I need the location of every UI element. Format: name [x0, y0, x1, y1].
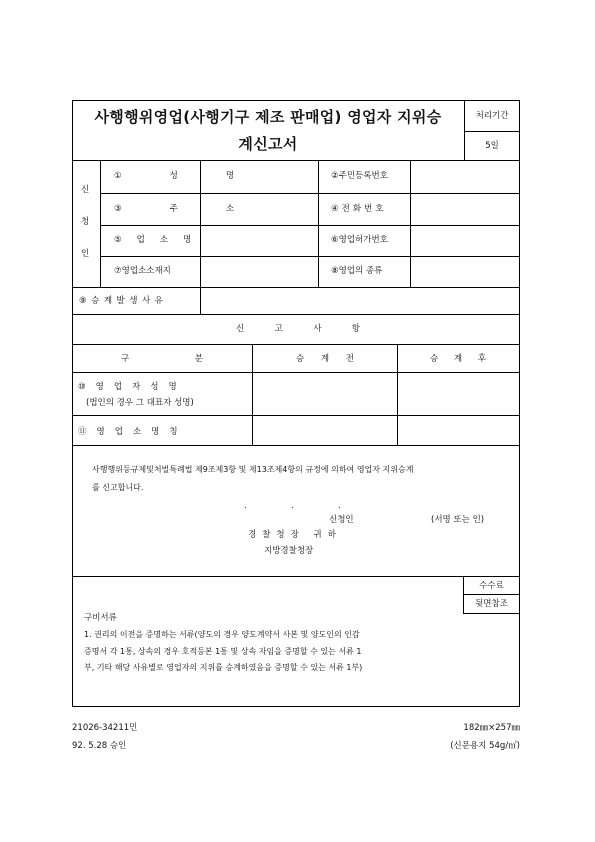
label-operator-name: ⑩영업자성명	[78, 382, 187, 392]
operator-before-field[interactable]	[253, 373, 396, 414]
signature-field[interactable]	[362, 512, 428, 528]
date-separator: .	[338, 501, 341, 511]
business-before-field[interactable]	[253, 416, 396, 444]
divider	[463, 594, 520, 595]
divider	[100, 160, 101, 287]
addressee-regional: 지방경찰청장	[264, 546, 314, 556]
documents-line2: 증명서 각 1통, 상속의 경우 호적등본 1통 및 상속 자임을 증명할 수 있는 서류 1	[84, 647, 362, 656]
documents-line3: 부, 기타 해당 사유별로 영업자의 지위를 승계하였음을 증명할 수 있는 서류 1부)	[84, 663, 363, 672]
label-succession-reason: ⑨승계발생사유	[79, 296, 168, 306]
operator-after-field[interactable]	[398, 373, 519, 414]
business-location-field[interactable]	[201, 257, 317, 286]
processing-period-label: 처리기간	[475, 111, 509, 121]
report-items-header: 신 고 사 항	[236, 324, 360, 334]
divider	[72, 445, 520, 446]
divider	[72, 314, 520, 315]
license-no-field[interactable]	[411, 226, 519, 255]
name-field[interactable]	[201, 161, 317, 192]
divider	[318, 160, 319, 287]
statement-line2: 를 신고합니다.	[92, 483, 144, 492]
business-name-field[interactable]	[201, 226, 317, 255]
phone-field[interactable]	[411, 194, 519, 224]
resident-no-field[interactable]	[411, 161, 519, 192]
column-division: 구 분	[121, 354, 203, 364]
divider	[72, 344, 520, 345]
label-resident-no: ②주민등록번호	[331, 171, 388, 181]
date-separator: .	[244, 501, 247, 511]
label-name: ①성명	[114, 171, 283, 181]
addressee-commissioner: 경찰청장 귀하	[248, 530, 342, 540]
form-code: 21026-34211민	[72, 723, 138, 733]
label-business-title: ⑪영업소명칭	[78, 427, 188, 437]
business-after-field[interactable]	[398, 416, 519, 444]
fee-value: 뒷면참조	[475, 599, 508, 609]
processing-period-value: 5일	[485, 141, 499, 151]
applicant-group-label: 인	[81, 249, 90, 259]
label-business-location: ⑦영업소소재지	[114, 266, 171, 276]
divider	[464, 131, 520, 132]
label-address: ③주소	[114, 204, 283, 214]
divider	[72, 576, 520, 577]
fee-label: 수수료	[479, 581, 504, 591]
business-type-field[interactable]	[411, 257, 519, 286]
paper-size: 182㎜×257㎜	[463, 723, 520, 733]
label-license-no: ⑥영업허가번호	[331, 235, 388, 245]
label-business-name: ⑤업소명	[114, 235, 207, 245]
paper-type: (신문용지 54g/㎡)	[450, 741, 520, 751]
column-before-succession: 승 계 전	[296, 354, 354, 364]
form-title-line2: 계신고서	[238, 135, 298, 153]
divider	[464, 100, 465, 160]
divider	[463, 613, 520, 614]
applicant-group-label: 신	[81, 185, 90, 195]
approval-date: 92. 5.28 승인	[72, 741, 127, 751]
applicant-signature-label: 신청인	[329, 515, 354, 525]
statement-line1: 사행행위등규제및처벌특례법 제9조제3항 및 제13조제4항의 규정에 의하여 영업자 지위승계	[92, 465, 414, 474]
documents-line1: 1. 권리의 이전을 증명하는 서류(양도의 경우 양도계약서 사본 및 양도인의 인감	[84, 630, 360, 639]
succession-reason-field[interactable]	[201, 288, 519, 313]
label-operator-note: (법인의 경우 그 대표자 성명)	[86, 398, 194, 408]
date-separator: .	[291, 501, 294, 511]
applicant-group-label: 청	[81, 217, 90, 227]
label-business-type: ⑧영업의 종류	[331, 266, 383, 276]
label-phone: ④전화번호	[331, 204, 387, 214]
address-field[interactable]	[201, 194, 317, 224]
column-after-succession: 승 계 후	[430, 354, 486, 364]
form-title-line1: 사행행위영업(사행기구 제조 판매업) 영업자 지위승	[94, 108, 442, 126]
signature-note: (서명 또는 인)	[431, 515, 485, 525]
documents-title: 구비서류	[84, 613, 117, 623]
